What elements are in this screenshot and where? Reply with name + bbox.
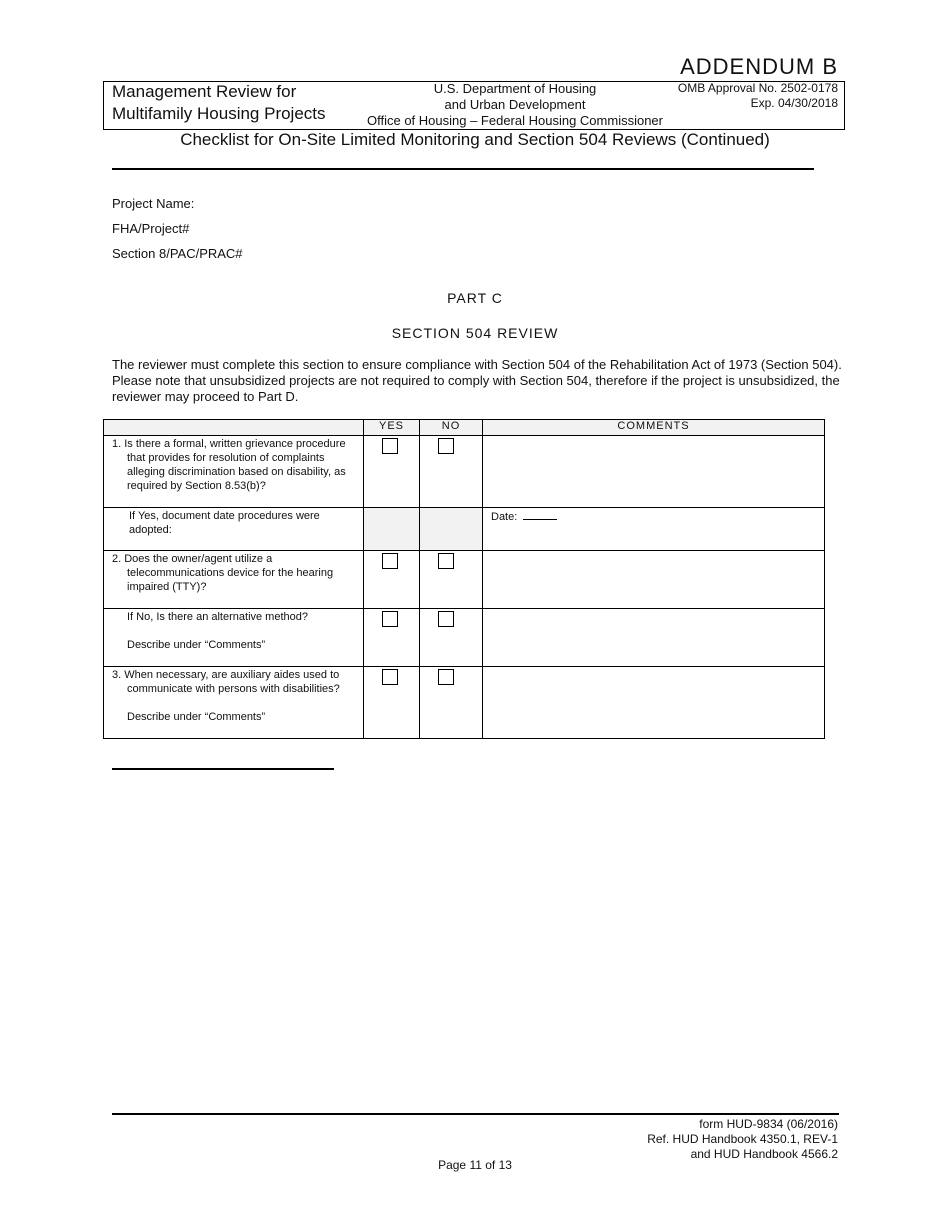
comments-cell (483, 508, 825, 551)
question-cell (104, 667, 364, 739)
question-text: 3. When necessary, are auxiliary aides used to (112, 669, 340, 681)
question-cell (104, 436, 364, 508)
table-row (104, 551, 825, 609)
question-cell (104, 609, 364, 667)
date-field[interactable] (523, 510, 557, 520)
intro-paragraph: The reviewer must complete this section to ensure compliance with Section 504 of the Rehabilitation Act of 1973 (Section 504). Please note that unsubsidized projects are not required to comply with Section 504, therefore if the project is unsubsidized, the reviewer may proceed to Part D. (112, 357, 842, 404)
omb-number: OMB Approval No. 2502-0178 (677, 81, 838, 95)
divider (112, 168, 814, 170)
yes-cell (364, 508, 420, 551)
no-header: NO (420, 420, 483, 436)
table-header-row (104, 420, 825, 436)
question-text: If No, Is there an alternative method? (127, 611, 308, 623)
omb-expiration: Exp. 04/30/2018 (750, 96, 838, 110)
question-cell (104, 551, 364, 609)
no-cell (420, 436, 483, 508)
q2a-yes-checkbox[interactable] (382, 611, 398, 627)
no-cell (420, 508, 483, 551)
q3-no-checkbox[interactable] (438, 669, 454, 685)
question-text: 1. Is there a formal, written grievance procedure (112, 438, 346, 450)
table-row (104, 508, 825, 551)
question-cell (104, 508, 364, 551)
checklist-table (103, 419, 825, 739)
question-text: communicate with persons with disabilities? (127, 683, 340, 695)
question-text: telecommunications device for the hearing impaired (TTY)? (127, 567, 334, 593)
yes-header: YES (364, 420, 420, 436)
no-cell (420, 609, 483, 667)
question-text: Describe under “Comments” (127, 711, 266, 723)
addendum-label: ADDENDUM B (680, 54, 838, 79)
section8-label: Section 8/PAC/PRAC# (112, 246, 243, 261)
checklist-subtitle: Checklist for On-Site Limited Monitoring and Section 504 Reviews (Continued) (180, 130, 770, 149)
q3-yes-checkbox[interactable] (382, 669, 398, 685)
yes-cell (364, 609, 420, 667)
footnote-divider (112, 768, 334, 770)
form-title (112, 81, 326, 125)
omb-block (678, 81, 838, 111)
date-label: Date: (491, 511, 518, 523)
page-number: Page 11 of 13 (438, 1158, 512, 1172)
yes-cell (364, 667, 420, 739)
yes-cell (364, 551, 420, 609)
form-title-line2: Multifamily Housing Projects (112, 104, 326, 123)
footer-refs (647, 1117, 838, 1162)
footer-divider (112, 1113, 839, 1115)
agency-line2: and Urban Development (444, 97, 586, 112)
q2-no-checkbox[interactable] (438, 553, 454, 569)
q2-yes-checkbox[interactable] (382, 553, 398, 569)
q2a-no-checkbox[interactable] (438, 611, 454, 627)
question-header (104, 420, 364, 436)
agency-block (360, 81, 670, 129)
comments-header: COMMENTS (483, 420, 825, 436)
question-text: Describe under “Comments” (127, 639, 266, 651)
comments-cell[interactable] (483, 609, 825, 667)
handbook-ref: and HUD Handbook 4566.2 (690, 1147, 838, 1161)
question-text: that provides for resolution of complaints alleging discrimination based on disability, as required by Section 8.53(b)? (127, 452, 346, 492)
comments-cell[interactable] (483, 551, 825, 609)
no-cell (420, 667, 483, 739)
no-cell (420, 551, 483, 609)
table-row (104, 667, 825, 739)
comments-cell[interactable] (483, 667, 825, 739)
form-title-line1: Management Review for (112, 82, 297, 101)
q1-no-checkbox[interactable] (438, 438, 454, 454)
fha-project-label: FHA/Project# (112, 221, 190, 236)
handbook-ref: Ref. HUD Handbook 4350.1, REV-1 (647, 1132, 838, 1146)
q1-yes-checkbox[interactable] (382, 438, 398, 454)
comments-cell[interactable] (483, 436, 825, 508)
project-name-label: Project Name: (112, 196, 195, 211)
question-text: If Yes, document date procedures were adopted: (129, 510, 320, 536)
question-text: 2. Does the owner/agent utilize a (112, 553, 273, 565)
form-number: form HUD-9834 (06/2016) (699, 1117, 838, 1131)
yes-cell (364, 436, 420, 508)
agency-line3: Office of Housing – Federal Housing Commissioner (366, 113, 663, 128)
table-row (104, 436, 825, 508)
table-row (104, 609, 825, 667)
part-heading: PART C (447, 290, 503, 306)
agency-line1: U.S. Department of Housing (433, 81, 597, 96)
section-heading: SECTION 504 REVIEW (391, 325, 559, 341)
